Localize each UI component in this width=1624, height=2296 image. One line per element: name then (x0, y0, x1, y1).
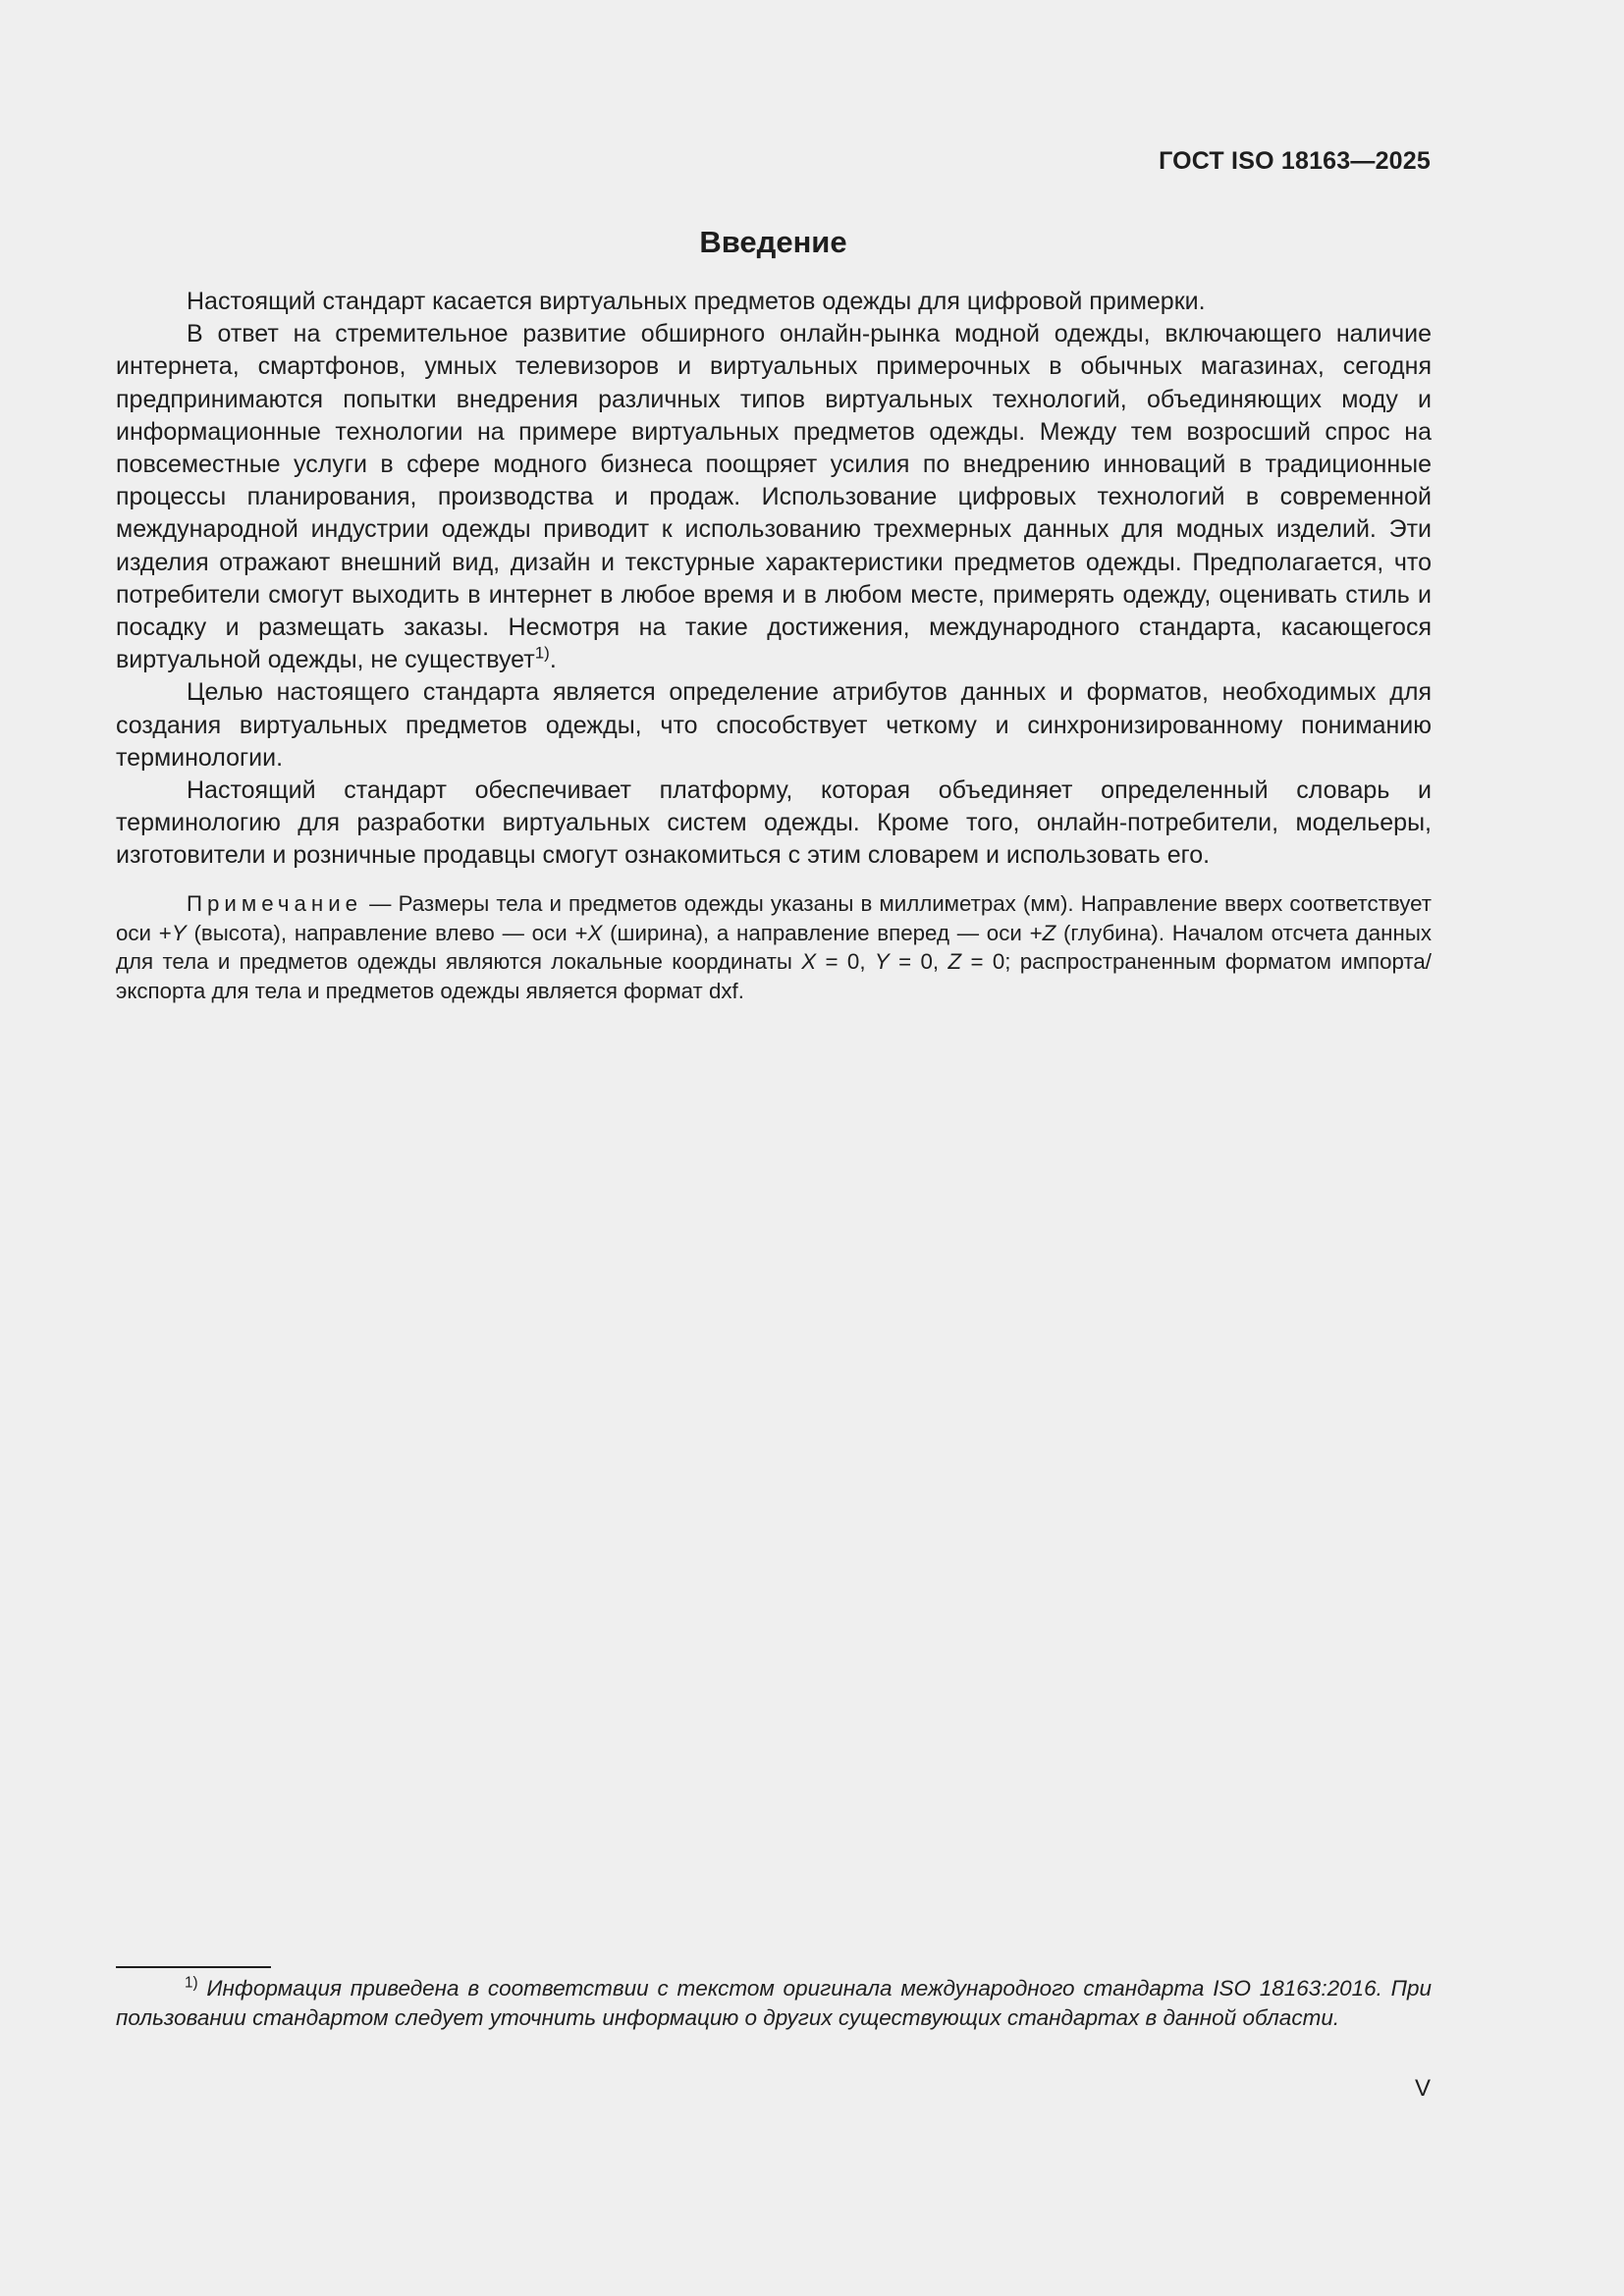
document-header: ГОСТ ISO 18163—2025 (1159, 147, 1431, 175)
footnote-text: Информация приведена в соответствии с текстом оригинала международного стандарта ISO 18163:2016. При пользовании стандартом следует уточнить информацию о других существующих стандартах в данной области. (116, 1976, 1432, 2030)
footnote-marker: 1) (185, 1974, 198, 1992)
axis-y: Y (171, 920, 187, 945)
footnote-paragraph (116, 1974, 1432, 2032)
note-text: = 0, (889, 949, 948, 974)
paragraph-1: Настоящий стандарт касается виртуальных предметов одежды для цифровой примерки. (187, 288, 1206, 315)
note-text: (высота), направление влево — оси + (186, 920, 588, 945)
axis-z: Z (1042, 920, 1056, 945)
footnote-reference[interactable]: 1) (534, 643, 550, 663)
introduction-body (116, 286, 1432, 873)
section-title: Введение (699, 225, 847, 259)
note-text: = 0; распространенным форматом импорта/экспорта для тела и предметов одежды является формат dxf. (116, 949, 1432, 1003)
coord-y: Y (874, 949, 890, 974)
note-block (116, 889, 1432, 1005)
note-text: (глубина). Началом отсчета данных для тела и предметов одежды являются локальные координаты (116, 920, 1432, 974)
paragraph-2-end: . (549, 646, 557, 674)
note-paragraph (116, 889, 1432, 1005)
note-text: (ширина), а направление вперед — оси + (602, 920, 1043, 945)
note-label: Примечание (187, 891, 363, 916)
coord-x: X (801, 949, 817, 974)
paragraph-2 (116, 318, 1432, 676)
note-text: — Размеры тела и предметов одежды указаны в миллиметрах (мм). Направление вверх соответствует оси + (116, 891, 1432, 945)
page-number: V (1414, 2075, 1431, 2102)
note-text: = 0, (816, 949, 875, 974)
footnote (116, 1974, 1432, 2032)
axis-x: X (587, 920, 603, 945)
coord-z: Z (947, 949, 962, 974)
footnote-divider (116, 1966, 271, 1968)
paragraph-3: Целью настоящего стандарта является определение атрибутов данных и форматов, необходимых для создания виртуальных предметов одежды, что способствует четкому и синхронизированному пониманию терминологии. (116, 678, 1432, 772)
paragraph-4: Настоящий стандарт обеспечивает платформу, которая объединяет определенный словарь и терминологию для разработки виртуальных систем одежды. Кроме того, онлайн-потребители, модельеры, изготовители и розничные продавцы смогут ознакомиться с этим словарем и использовать его. (116, 776, 1432, 870)
paragraph-2-text: В ответ на стремительное развитие обширного онлайн-рынка модной одежды, включающего наличие интернета, смартфонов, умных телевизоров и виртуальных примерочных в обычных магазинах, сегодня предпринимаются попытки внедрения различных типов виртуальных технологий, объединяющих моду и информационные технологии на примере виртуальных предметов одежды. Между тем возросший спрос на повсеместные услуги в сфере модного бизнеса поощряет усилия по внедрению инноваций в традиционные процессы планирования, производства и продаж. Использование цифровых технологий в современной международной индустрии одежды приводит к использованию трехмерных данных для модных изделий. Эти изделия отражают внешний вид, дизайн и текстурные характеристики предметов одежды. Предполагается, что потребители смогут выходить в интернет в любое время и в любом месте, примерять одежду, оценивать стиль и посадку и размещать заказы. Несмотря на такие достижения, международного стандарта, касающегося виртуальной одежды, не существует (116, 320, 1432, 674)
